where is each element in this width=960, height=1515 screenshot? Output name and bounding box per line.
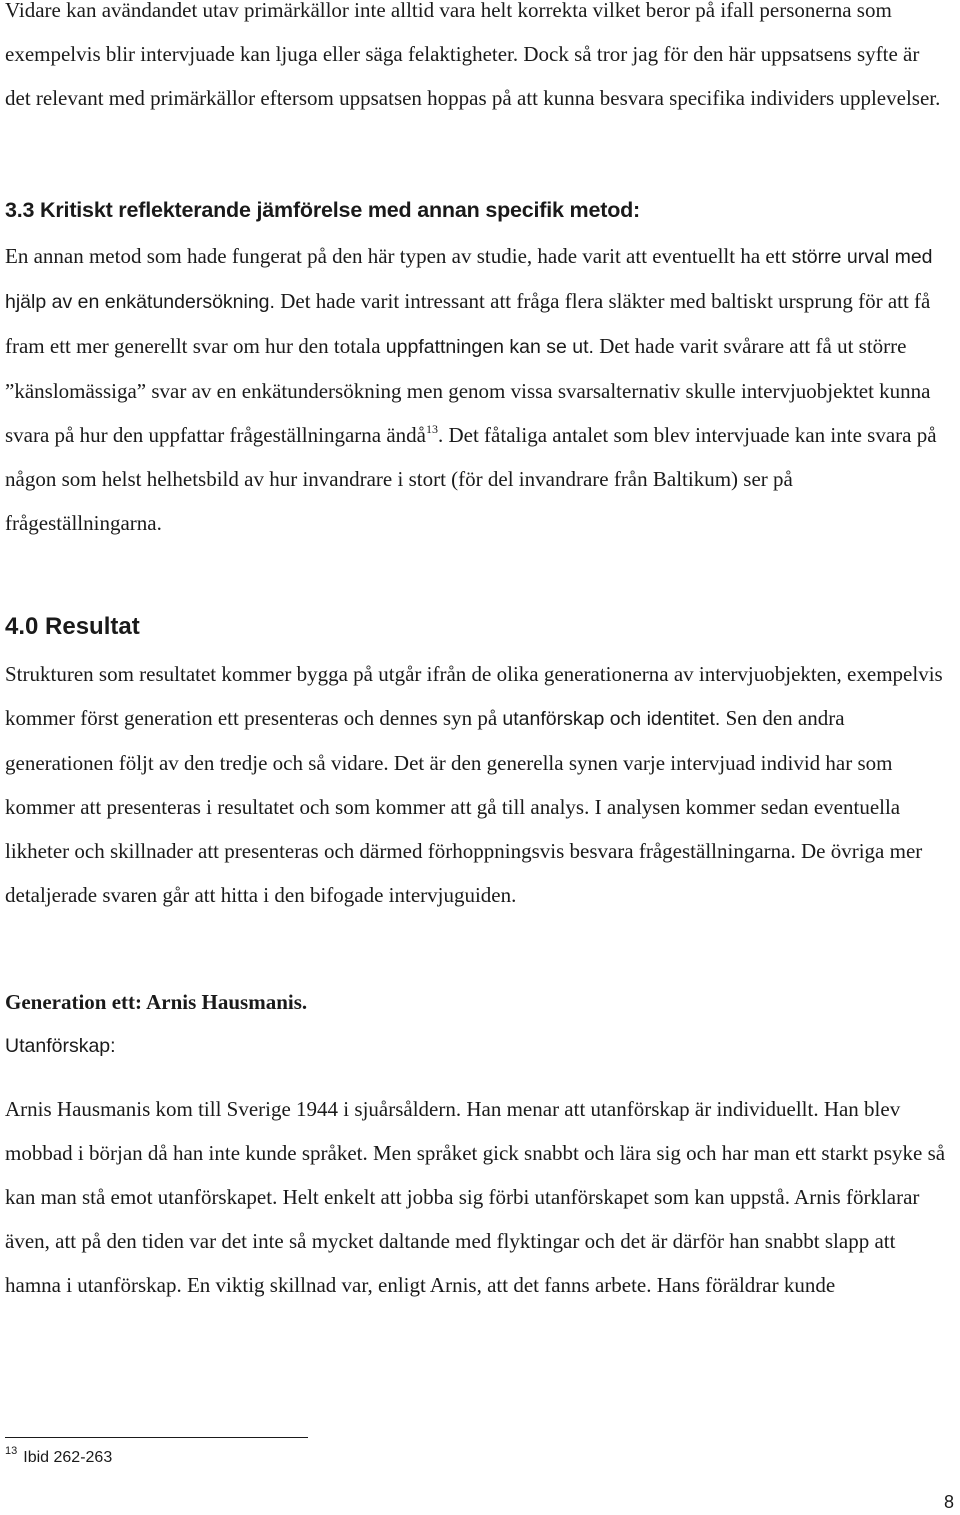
result-text-3: Sen den andra generationen följt av den tredje och så vidare. Det är den generella synen varje intervjuad individ har som kommer att presenteras i resultatet och som kommer att gå till analys. I analysen kommer sedan eventuella likheter och skillnader att presenteras och därmed förhoppningsvis besvara frågeställningarna. De övriga mer detaljerade svaren går att hitta i den bifogade intervjuguiden. (5, 706, 923, 907)
result-paragraph (5, 652, 950, 917)
footnote-separator (5, 1437, 308, 1438)
footnote (5, 1446, 112, 1470)
method-paragraph (5, 234, 950, 545)
footnote-text: Ibid 262-263 (23, 1449, 113, 1466)
generation-one-heading: Generation ett: Arnis Hausmanis. (5, 990, 308, 1014)
arnis-paragraph: Arnis Hausmanis kom till Sverige 1944 i sjuårsåldern. Han menar att utanförskap är individuellt. Han blev mobbad i början då han inte kunde språket. Men språket gick snabbt och lära sig och har man ett starkt psyke så kan man stå emot utanförskapet. Helt enkelt att jobba sig förbi utanförskapet som kan uppstå. Arnis förklarar även, att på den tiden var det inte så mycket daltande med flyktingar och det är därför han snabbt slapp att hamna i utanförskap. En viktig skillnad var, enligt Arnis, att det fanns arbete. Hans föräldrar kunde (5, 1097, 946, 1297)
intro-paragraph: Vidare kan avändandet utav primärkällor inte alltid vara helt korrekta vilket beror på ifall personerna som exempelvis blir intervjuade kan ljuga eller säga felaktigheter. Dock så tror jag för den här uppsatsens syfte är det relevant med primärkällor eftersom uppsatsen hoppas på att kunna besvara specifika individers upplevelser. (5, 0, 941, 110)
result-text-1: Strukturen som resultatet kommer bygga på utgår ifrån de olika generationerna av intervjuobjekten, exempelvis kommer först generation ett presenteras och dennes syn på (5, 662, 943, 730)
utanforskap-subheading: Utanförskap: (5, 1035, 116, 1057)
page-number: 8 (943, 1492, 954, 1512)
method-text-5: Det hade varit svårare att få ut större ”känslomässiga” svar av en enkätundersökning men genom vissa svarsalternativ skulle intervjuobjektet kunna svara på hur den uppfattar frågeställningarna ändå (5, 334, 931, 447)
method-text-4: uppfattningen kan se ut. (385, 336, 594, 358)
method-text-2: större urval med hjälp av en enkätundersökning. (5, 246, 933, 313)
method-text-6: . Det fåtaliga antalet som blev intervjuade kan inte svara på någon som helst helhetsbild av hur invandrare i stort (för del invandrare från Baltikum) ser på frågeställningarna. (5, 423, 937, 535)
method-text-1: En annan metod som hade fungerat på den här typen av studie, hade varit att eventuellt ha ett (5, 244, 792, 268)
section-heading-4-0: 4.0 Resultat (5, 613, 140, 640)
footnote-reference[interactable]: 13 (425, 422, 438, 436)
section-heading-3-3: 3.3 Kritiskt reflekterande jämförelse med annan specifik metod: (5, 198, 641, 222)
footnote-number: 13 (5, 1445, 18, 1457)
method-text-3: Det hade varit intressant att fråga flera släkter med baltiskt ursprung för att få fram ett mer generellt svar om hur den totala (5, 289, 931, 358)
result-text-2: utanförskap och identitet. (502, 708, 721, 730)
